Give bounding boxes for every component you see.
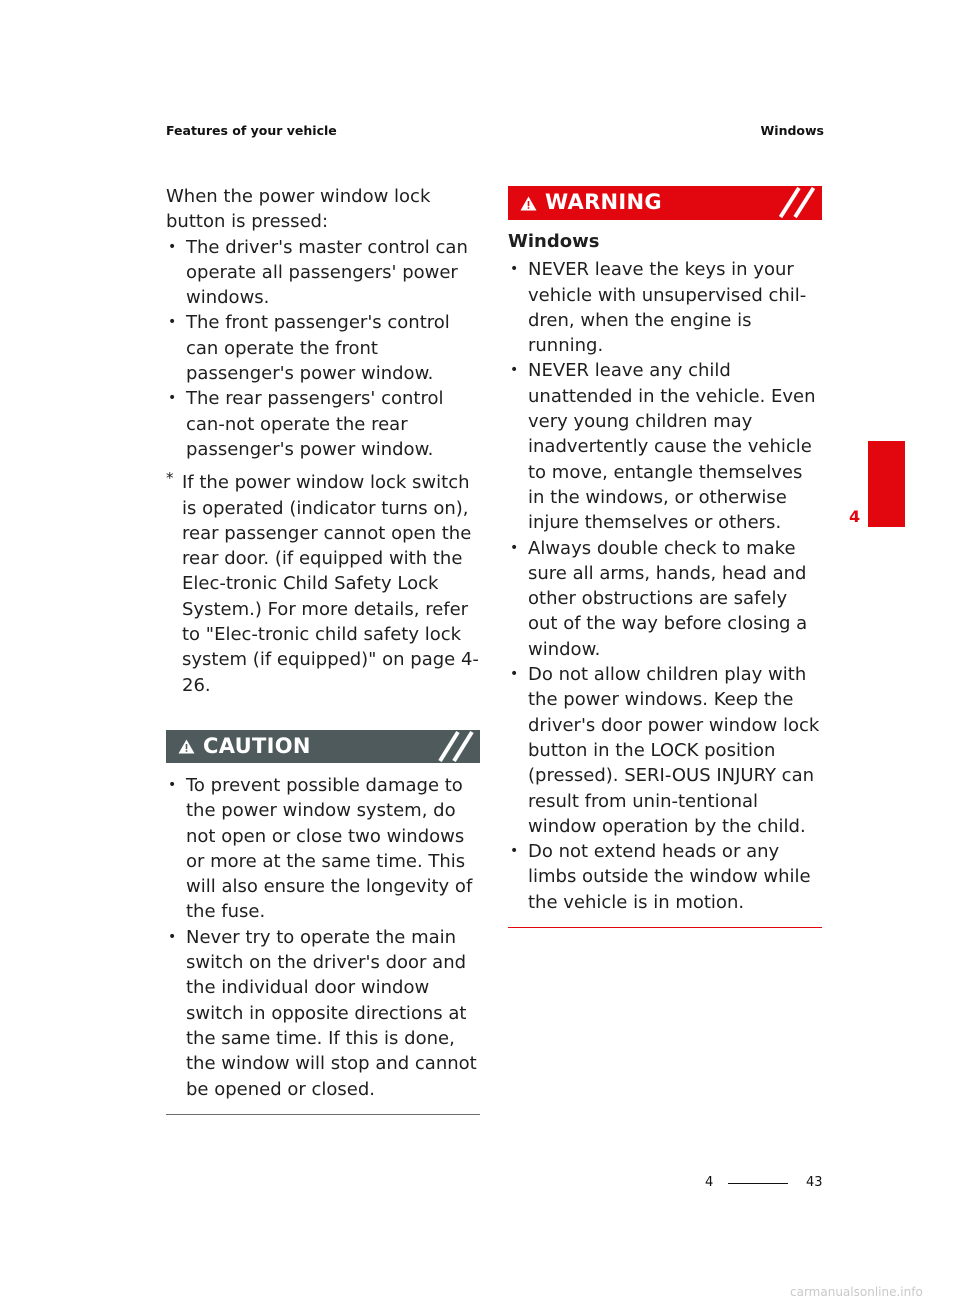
running-header-topic: Windows xyxy=(760,123,824,138)
lock-effects-list xyxy=(166,235,480,463)
warning-list xyxy=(508,257,822,915)
caution-title: CAUTION xyxy=(203,733,311,758)
caution-banner xyxy=(166,730,480,763)
list-item: • The rear passengers' control can-not operate the rear passenger's power window. xyxy=(166,386,480,462)
caution-list xyxy=(166,773,480,1102)
list-item: • To prevent possible damage to the power window system, do not open or close two windows or more at the same time. This will also ensure the longevity of the fuse. xyxy=(166,773,480,925)
list-item: • The driver's master control can operate all passengers' power windows. xyxy=(166,235,480,311)
list-item: • NEVER leave the keys in your vehicle with unsupervised chil-dren, when the engine is running. xyxy=(508,257,822,358)
double-slash-icon xyxy=(774,186,822,219)
right-column xyxy=(508,186,822,928)
footer-page-number: 43 xyxy=(806,1175,823,1190)
warning-end-rule xyxy=(508,927,822,928)
footer-divider xyxy=(728,1183,788,1184)
list-item: • Never try to operate the main switch on the driver's door and the individual door window switch in opposite directions at the same time. If this is done, the window will stop and cannot be opened or closed. xyxy=(166,925,480,1102)
list-item: • Always double check to make sure all arms, hands, head and other obstructions are safely out of the way before closing a window. xyxy=(508,536,822,662)
list-item: • Do not extend heads or any limbs outside the window while the vehicle is in motion. xyxy=(508,839,822,915)
footnote-marker: * xyxy=(166,469,174,488)
left-column xyxy=(166,184,480,1115)
warning-subtitle: Windows xyxy=(508,231,600,252)
warning-triangle-icon xyxy=(178,739,195,754)
double-slash-icon xyxy=(434,730,480,763)
footnote xyxy=(166,470,480,698)
list-item: • NEVER leave any child unattended in the vehicle. Even very young children may inadvertently cause the vehicle to move, entangle themselves in the windows, or otherwise injure themselves or others. xyxy=(508,358,822,535)
lock-button-intro: When the power window lock button is pressed: xyxy=(166,186,431,233)
list-item: • The front passenger's control can operate the front passenger's power window. xyxy=(166,310,480,386)
watermark: carmanualsonline.info xyxy=(790,1285,923,1299)
caution-end-rule xyxy=(166,1114,480,1115)
chapter-tab-number: 4 xyxy=(849,507,861,526)
chapter-tab xyxy=(868,441,905,527)
warning-banner xyxy=(508,186,822,220)
warning-title: WARNING xyxy=(545,190,662,215)
warning-triangle-icon xyxy=(520,196,537,211)
footer-chapter: 4 xyxy=(705,1175,714,1190)
list-item: • Do not allow children play with the power windows. Keep the driver's door power window lock button in the LOCK position (pressed). SERI-OUS INJURY can result from unin-tentional window operation by the child. xyxy=(508,662,822,839)
running-header-section: Features of your vehicle xyxy=(166,123,337,138)
footnote-text: If the power window lock switch is operated (indicator turns on), rear passenger cannot open the rear door. (if equipped with the Elec-tronic Child Safety Lock System.) For more details, refer to "Elec-tronic child safety lock system (if equipped)" on page 4-26. xyxy=(182,472,479,696)
